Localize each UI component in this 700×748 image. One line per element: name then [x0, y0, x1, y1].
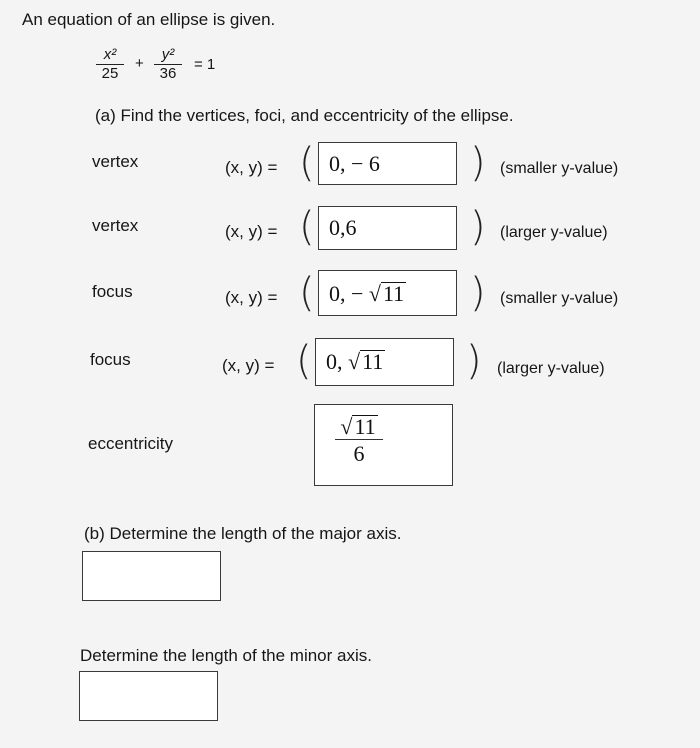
focus-smaller-answer-box[interactable] — [318, 270, 457, 316]
equation-plus: + — [135, 55, 144, 72]
radicand: 11 — [354, 414, 376, 439]
square-root — [369, 281, 406, 307]
vertex-larger-answer-box[interactable] — [318, 206, 457, 250]
radical-icon: √ — [368, 281, 381, 306]
radical-icon: √ — [348, 349, 361, 374]
intro-text: An equation of an ellipse is given. — [22, 10, 276, 29]
focus-larger-answer-box[interactable] — [315, 338, 454, 386]
fraction-x — [96, 46, 124, 83]
eccentricity-numerator — [335, 415, 383, 440]
close-paren: ) — [470, 204, 486, 250]
square-root — [340, 415, 377, 439]
vertex-smaller-answer: 0, − 6 — [329, 151, 380, 176]
fraction-y — [154, 46, 182, 83]
radical-icon: √ — [340, 414, 353, 439]
larger-y-note: (larger y-value) — [500, 224, 608, 241]
smaller-y-note: (smaller y-value) — [500, 160, 619, 177]
eccentricity-answer-box[interactable] — [314, 404, 453, 486]
vertex-label: vertex — [92, 152, 139, 171]
radicand: 11 — [362, 349, 384, 374]
eccentricity-fraction — [335, 415, 383, 468]
part-b-minor-prompt: Determine the length of the minor axis. — [80, 646, 372, 665]
close-paren: ) — [470, 270, 486, 316]
focus-larger-prefix: 0, — [326, 349, 343, 374]
vertex-label: vertex — [92, 216, 139, 235]
major-axis-answer-box[interactable] — [82, 551, 221, 601]
fraction-y-numerator: y² — [154, 46, 182, 65]
focus-smaller-answer — [329, 281, 406, 307]
xy-label: (x, y) = — [222, 356, 275, 375]
fraction-x-denominator: 25 — [101, 65, 119, 82]
square-root — [348, 349, 385, 375]
eccentricity-label: eccentricity — [88, 434, 174, 453]
close-paren: ) — [466, 338, 482, 384]
focus-label: focus — [92, 282, 133, 301]
part-a-prompt: (a) Find the vertices, foci, and eccentricity of the ellipse. — [95, 106, 514, 125]
equation-equals: = 1 — [194, 56, 216, 73]
open-paren: ( — [299, 204, 315, 250]
open-paren: ( — [299, 270, 315, 316]
fraction-x-numerator: x² — [96, 46, 124, 65]
open-paren: ( — [299, 140, 315, 186]
part-b-major-prompt: (b) Determine the length of the major axis. — [84, 524, 402, 543]
close-paren: ) — [470, 140, 486, 186]
larger-y-note: (larger y-value) — [497, 360, 605, 377]
focus-label: focus — [90, 350, 131, 369]
xy-label: (x, y) = — [225, 158, 278, 177]
smaller-y-note: (smaller y-value) — [500, 290, 619, 307]
eccentricity-denominator: 6 — [353, 441, 365, 466]
radicand: 11 — [383, 281, 405, 306]
fraction-y-denominator: 36 — [159, 65, 177, 82]
xy-label: (x, y) = — [225, 288, 278, 307]
xy-label: (x, y) = — [225, 222, 278, 241]
minor-axis-answer-box[interactable] — [79, 671, 218, 721]
vertex-smaller-answer-box[interactable] — [318, 142, 457, 185]
focus-larger-answer — [326, 349, 385, 375]
vertex-larger-answer: 0,6 — [329, 215, 357, 240]
open-paren: ( — [296, 338, 312, 384]
focus-smaller-prefix: 0, − — [329, 281, 364, 306]
